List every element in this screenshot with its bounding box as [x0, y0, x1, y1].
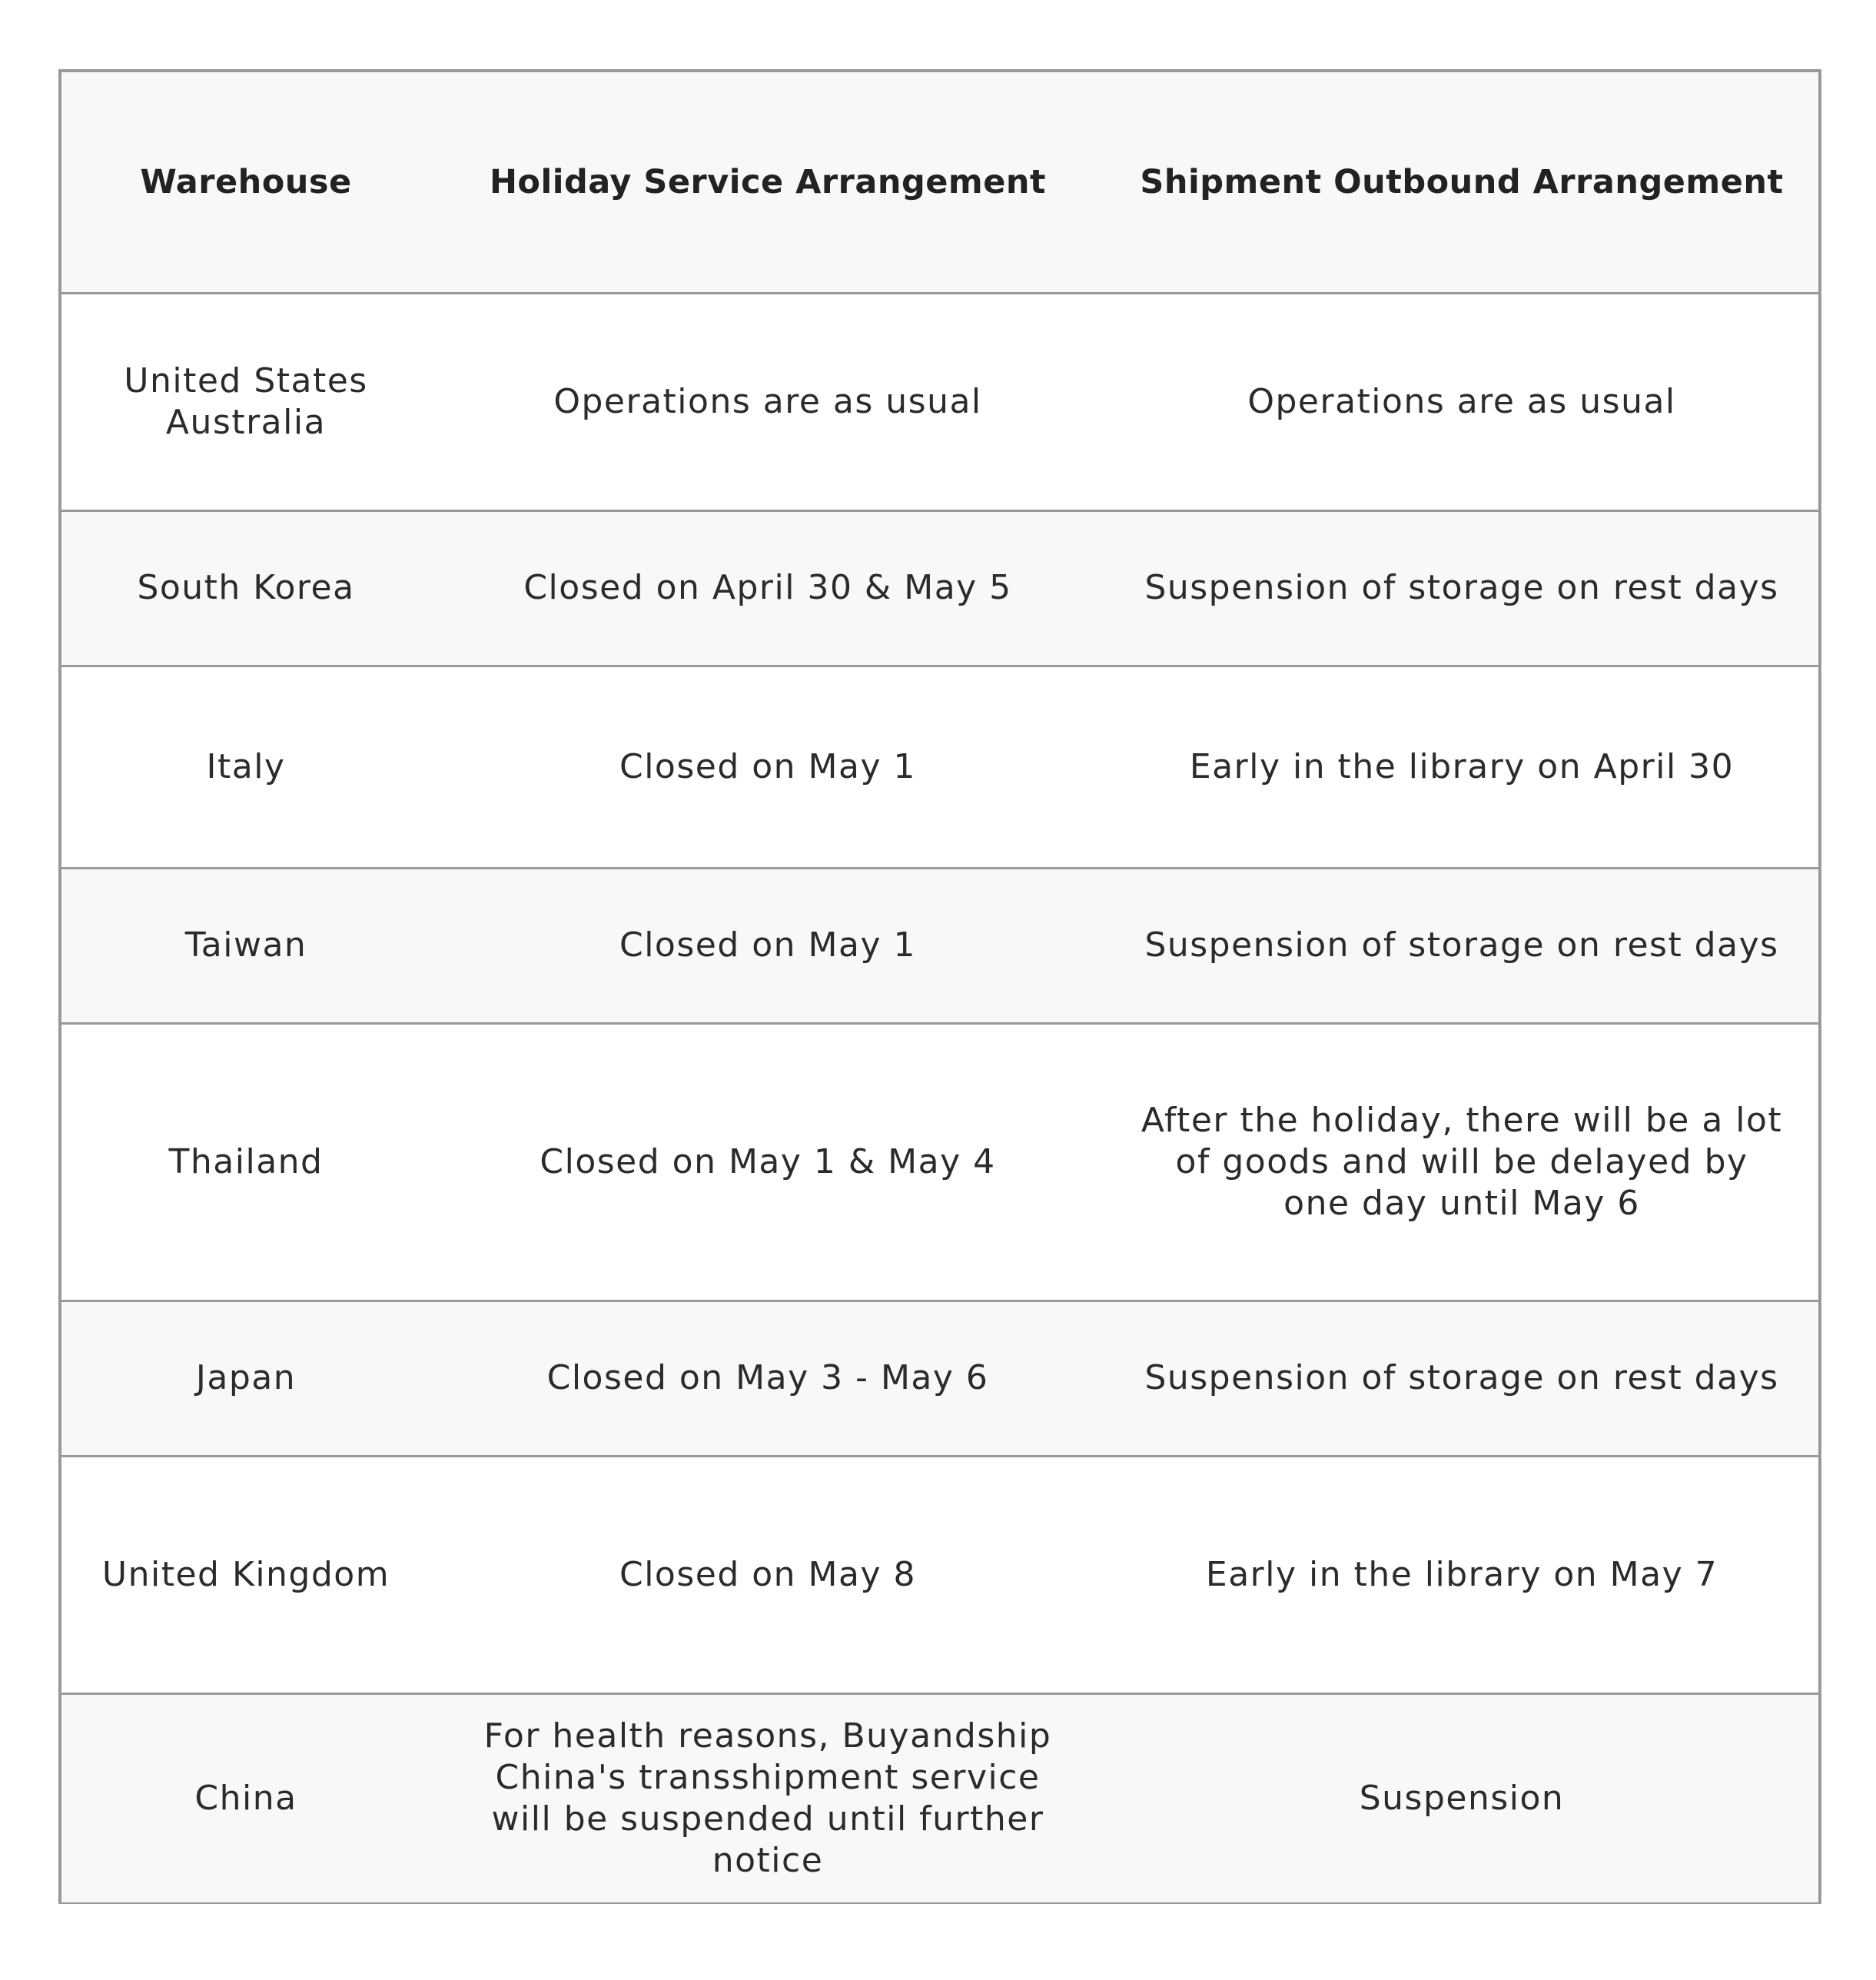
cell-holiday: Operations are as usual	[553, 381, 982, 421]
table-row	[61, 1301, 1818, 1456]
cell-warehouse: Italy	[206, 746, 286, 786]
cell-outbound: Suspension of storage on rest days	[1144, 1358, 1779, 1397]
cell-warehouse: United Kingdom	[101, 1554, 390, 1594]
table-row	[61, 510, 1818, 666]
cell-warehouse: Thailand	[168, 1141, 324, 1181]
header-shipment-outbound: Shipment Outbound Arrangement	[1140, 162, 1784, 201]
header-holiday-service: Holiday Service Arrangement	[489, 162, 1047, 201]
cell-holiday: Closed on May 3 - May 6	[546, 1358, 989, 1397]
cell-outbound: Suspension of storage on rest days	[1144, 568, 1779, 607]
arrangement-table	[61, 72, 1818, 1902]
cell-holiday: Closed on May 1 & May 4	[540, 1141, 996, 1181]
cell-warehouse: South Korea	[137, 568, 355, 607]
header-warehouse: Warehouse	[140, 162, 352, 201]
cell-warehouse: United States Australia	[124, 360, 368, 442]
cell-holiday: Closed on May 8	[619, 1554, 916, 1594]
cell-holiday: Closed on May 1	[619, 746, 916, 786]
table-row	[61, 1693, 1818, 1902]
cell-outbound: After the holiday, there will be a lot of goods and will be delayed by one day until May 6	[1141, 1100, 1783, 1223]
cell-outbound: Early in the library on May 7	[1205, 1554, 1718, 1594]
table-header-row	[61, 72, 1818, 293]
cell-holiday: For health reasons, Buyandship China's transshipment service will be suspended until further notice	[483, 1716, 1052, 1880]
cell-outbound: Early in the library on April 30	[1189, 746, 1735, 786]
cell-outbound: Suspension	[1359, 1778, 1565, 1818]
cell-warehouse: Taiwan	[184, 925, 307, 965]
holiday-arrangement-table	[58, 69, 1821, 1904]
table-row	[61, 666, 1818, 868]
cell-outbound: Operations are as usual	[1247, 381, 1676, 421]
table-row	[61, 1023, 1818, 1301]
cell-holiday: Closed on May 1	[619, 925, 916, 965]
cell-warehouse: China	[194, 1778, 297, 1818]
table-row	[61, 1456, 1818, 1693]
table-row	[61, 293, 1818, 510]
cell-holiday: Closed on April 30 & May 5	[523, 568, 1012, 607]
table-row	[61, 868, 1818, 1023]
cell-warehouse: Japan	[195, 1358, 297, 1397]
cell-outbound: Suspension of storage on rest days	[1144, 925, 1779, 965]
